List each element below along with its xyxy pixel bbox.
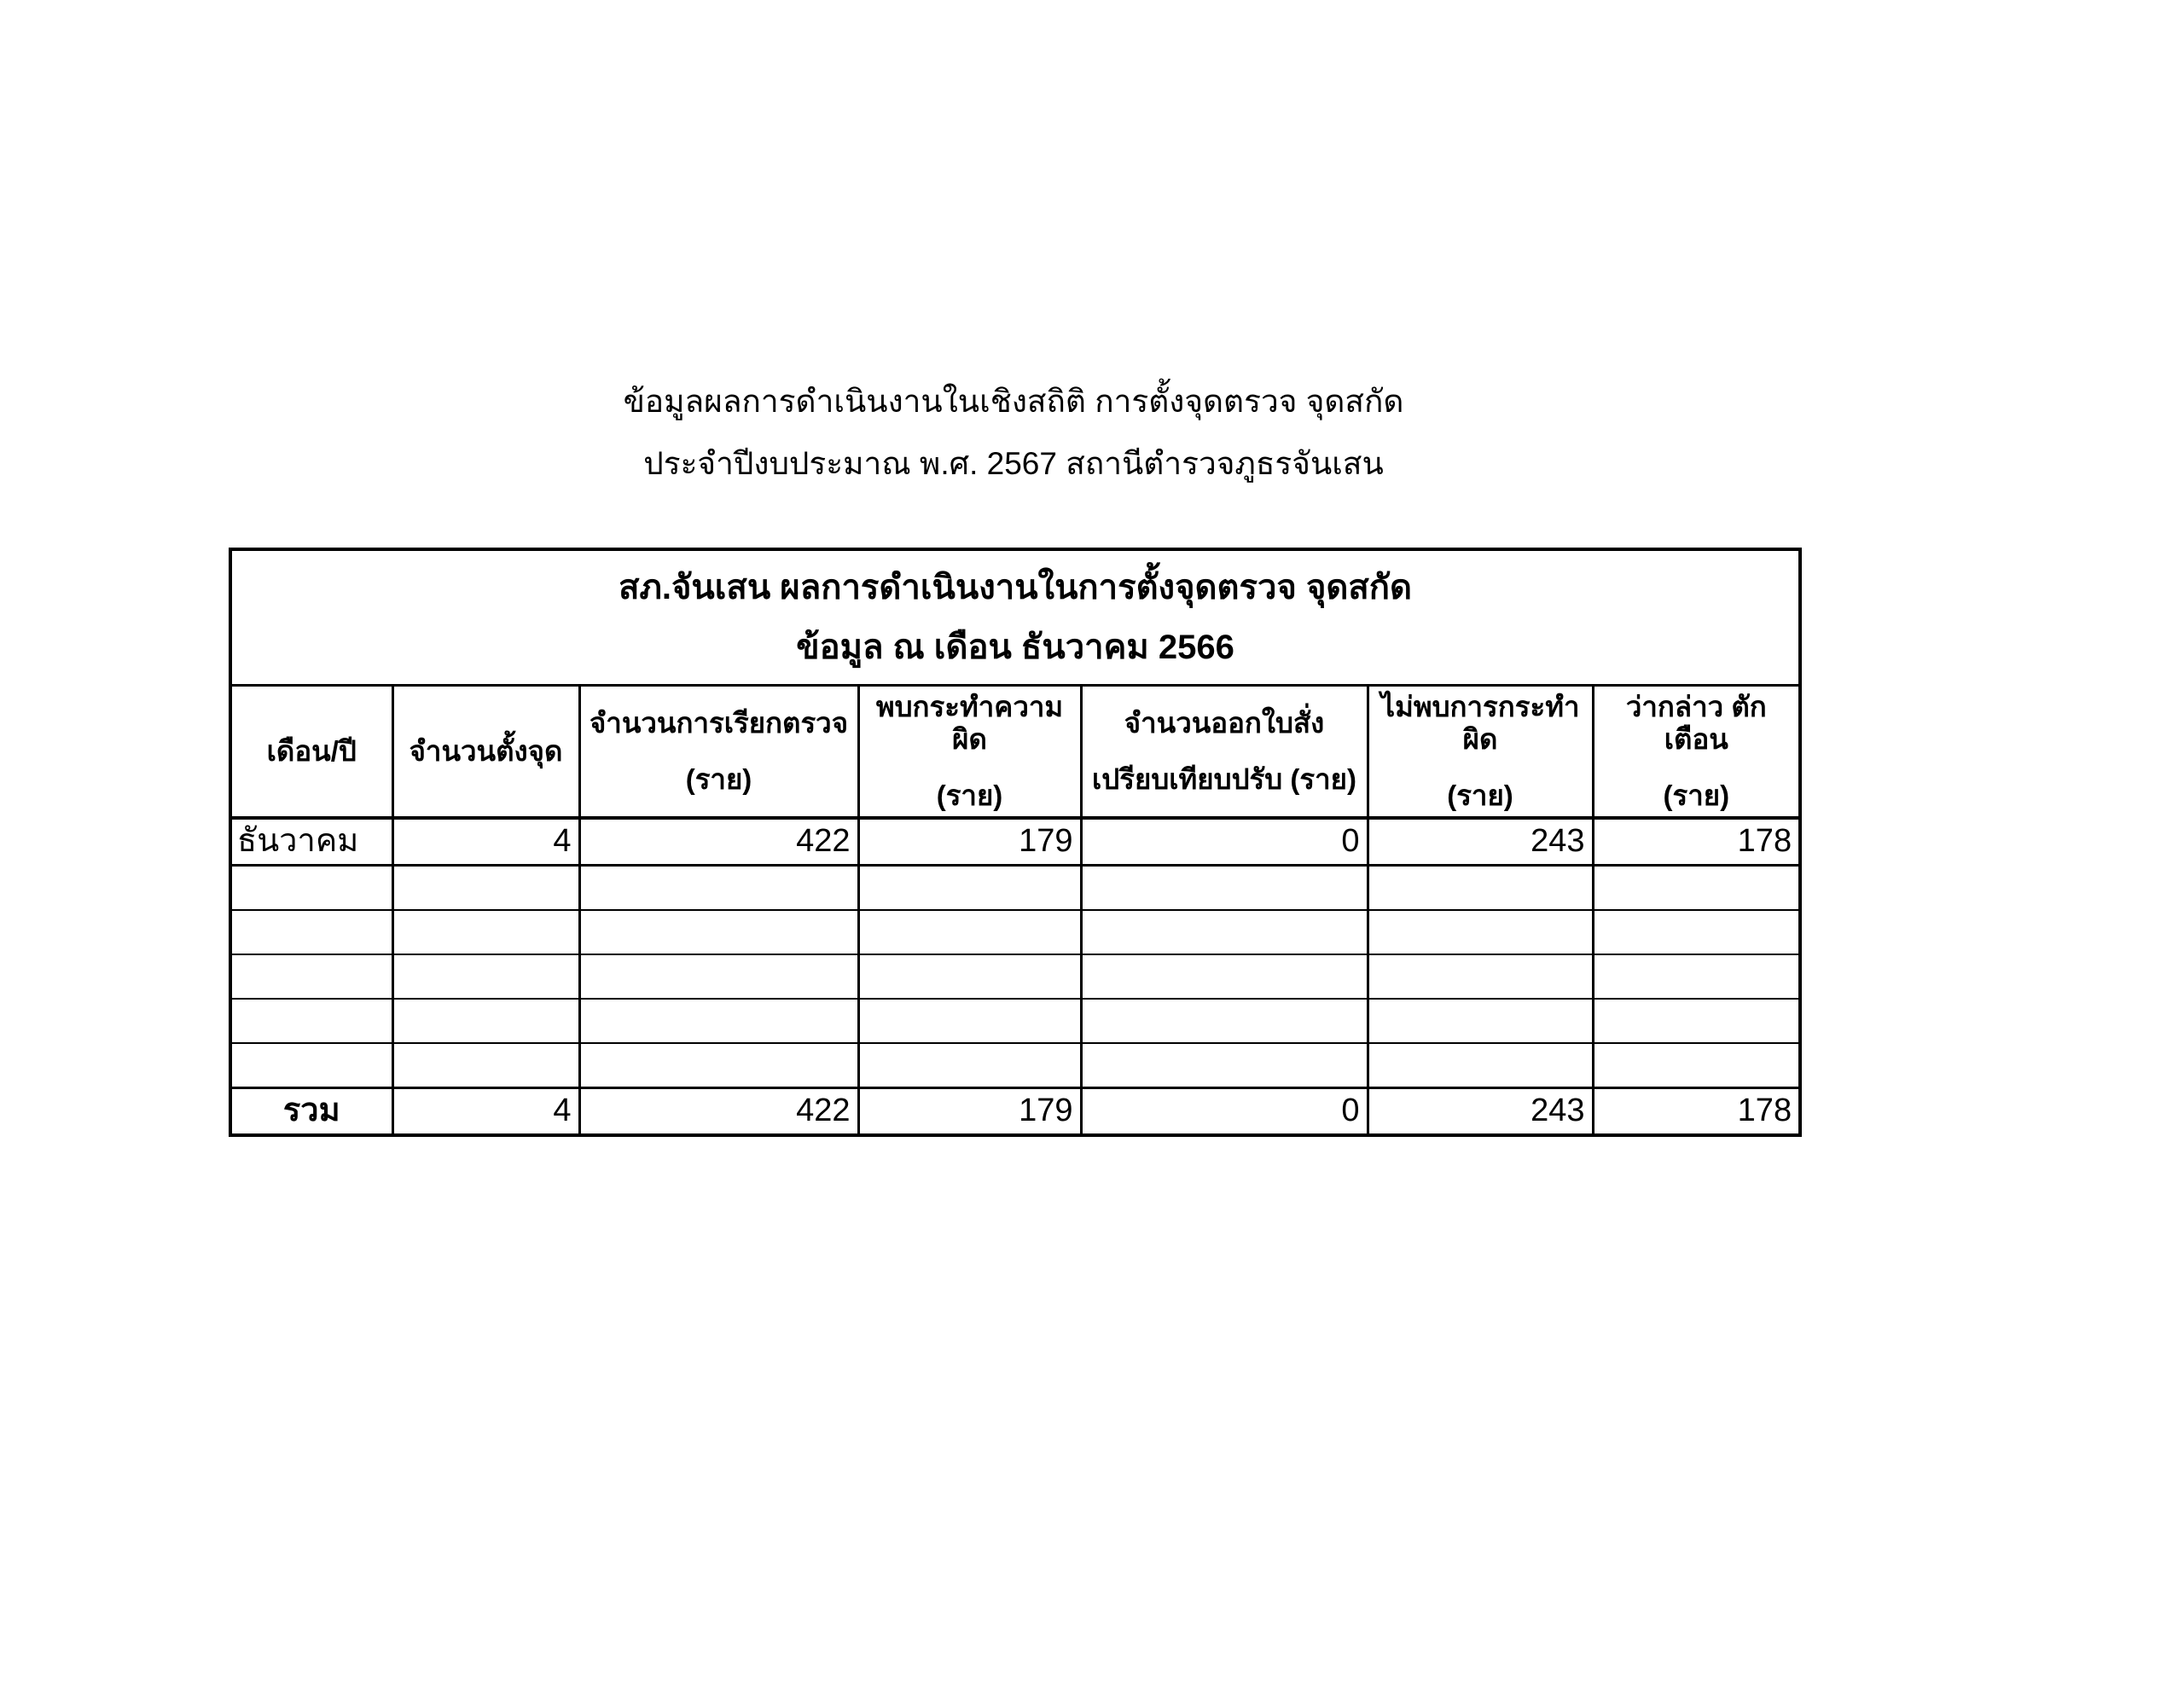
empty-cell: [1081, 999, 1368, 1043]
col-header-verbal-warning: [1593, 686, 1800, 819]
col-header-month-year: [230, 686, 392, 819]
table-title-line-1: สภ.จันเสน ผลการดำเนินงานในการตั้งจุดตรวจ จุดสกัด: [619, 569, 1412, 606]
empty-cell: [1593, 910, 1800, 954]
col-header-label: ไม่พบการกระทำผิด: [1380, 691, 1580, 755]
cell-total-label: รวม: [230, 1088, 392, 1136]
empty-cell: [1368, 954, 1593, 999]
checkpoint-stats-table: [229, 548, 1802, 1137]
table-title-wrap: [232, 569, 1798, 666]
empty-cell: [858, 999, 1081, 1043]
empty-cell: [1081, 866, 1368, 911]
empty-cell: [1593, 999, 1800, 1043]
empty-cell: [579, 1043, 858, 1088]
empty-cell: [579, 866, 858, 911]
document-title-line-2: ประจำปีงบประมาณ พ.ศ. 2567 สถานีตำรวจภูธรจันเสน: [643, 446, 1384, 481]
table-title-line-2: ข้อมูล ณ เดือน ธันวาคม 2566: [796, 629, 1234, 666]
empty-row: [230, 866, 1800, 911]
col-header-sublabel: (ราย): [685, 763, 752, 795]
total-row: [230, 1088, 1800, 1136]
empty-cell: [1368, 866, 1593, 911]
empty-cell: [392, 910, 579, 954]
empty-row: [230, 999, 1800, 1043]
empty-cell: [579, 999, 858, 1043]
empty-cell: [230, 954, 392, 999]
column-header-row: [230, 686, 1800, 819]
empty-cell: [858, 954, 1081, 999]
cell-month: ธันวาคม: [230, 818, 392, 866]
cell-total-tickets-issued: 0: [1081, 1088, 1368, 1136]
empty-row: [230, 954, 1800, 999]
empty-cell: [1368, 1043, 1593, 1088]
empty-cell: [392, 954, 579, 999]
empty-cell: [1368, 910, 1593, 954]
col-header-label: พบกระทำความผิด: [875, 691, 1064, 755]
col-header-sublabel: (ราย): [1663, 780, 1730, 811]
empty-cell: [1081, 910, 1368, 954]
empty-cell: [1593, 1043, 1800, 1088]
empty-cell: [858, 866, 1081, 911]
col-header-no-offense-found: [1368, 686, 1593, 819]
empty-cell: [392, 999, 579, 1043]
col-header-label: ว่ากล่าว ตักเตือน: [1625, 691, 1767, 755]
data-row-december: [230, 818, 1800, 866]
col-header-offenses-found: [858, 686, 1081, 819]
empty-cell: [392, 1043, 579, 1088]
cell-total-verbal-warning: 178: [1593, 1088, 1800, 1136]
empty-cell: [858, 910, 1081, 954]
cell-checkpoints-set: 4: [392, 818, 579, 866]
empty-cell: [1081, 954, 1368, 999]
empty-cell: [1593, 954, 1800, 999]
empty-cell: [230, 910, 392, 954]
col-header-vehicles-checked: [579, 686, 858, 819]
col-header-label: จำนวนออกใบสั่ง: [1124, 707, 1325, 739]
cell-total-checkpoints-set: 4: [392, 1088, 579, 1136]
cell-vehicles-checked: 422: [579, 818, 858, 866]
empty-cell: [579, 954, 858, 999]
empty-row: [230, 910, 1800, 954]
col-header-tickets-issued: [1081, 686, 1368, 819]
col-header-label: จำนวนตั้งจุด: [409, 735, 563, 767]
document-title: [229, 370, 1798, 495]
cell-total-vehicles-checked: 422: [579, 1088, 858, 1136]
empty-cell: [1368, 999, 1593, 1043]
cell-no-offense-found: 243: [1368, 818, 1593, 866]
empty-cell: [392, 866, 579, 911]
empty-cell: [1593, 866, 1800, 911]
col-header-sublabel: (ราย): [936, 780, 1003, 811]
empty-cell: [230, 1043, 392, 1088]
col-header-checkpoints-set: [392, 686, 579, 819]
cell-tickets-issued: 0: [1081, 818, 1368, 866]
table-title-row: [230, 549, 1800, 686]
empty-cell: [579, 910, 858, 954]
cell-total-offenses-found: 179: [858, 1088, 1081, 1136]
empty-row: [230, 1043, 1800, 1088]
empty-cell: [1081, 1043, 1368, 1088]
col-header-sublabel: เปรียบเทียบปรับ (ราย): [1092, 763, 1356, 795]
cell-verbal-warning: 178: [1593, 818, 1800, 866]
table-title-cell: [230, 549, 1800, 686]
cell-total-no-offense-found: 243: [1368, 1088, 1593, 1136]
col-header-sublabel: (ราย): [1447, 780, 1513, 811]
empty-cell: [230, 999, 392, 1043]
cell-offenses-found: 179: [858, 818, 1081, 866]
empty-cell: [230, 866, 392, 911]
col-header-label: จำนวนการเรียกตรวจ: [589, 707, 849, 739]
col-header-label: เดือน/ปี: [266, 735, 357, 767]
empty-cell: [858, 1043, 1081, 1088]
document-title-line-1: ข้อมูลผลการดำเนินงานในเชิงสถิติ การตั้งจุดตรวจ จุดสกัด: [623, 384, 1404, 419]
